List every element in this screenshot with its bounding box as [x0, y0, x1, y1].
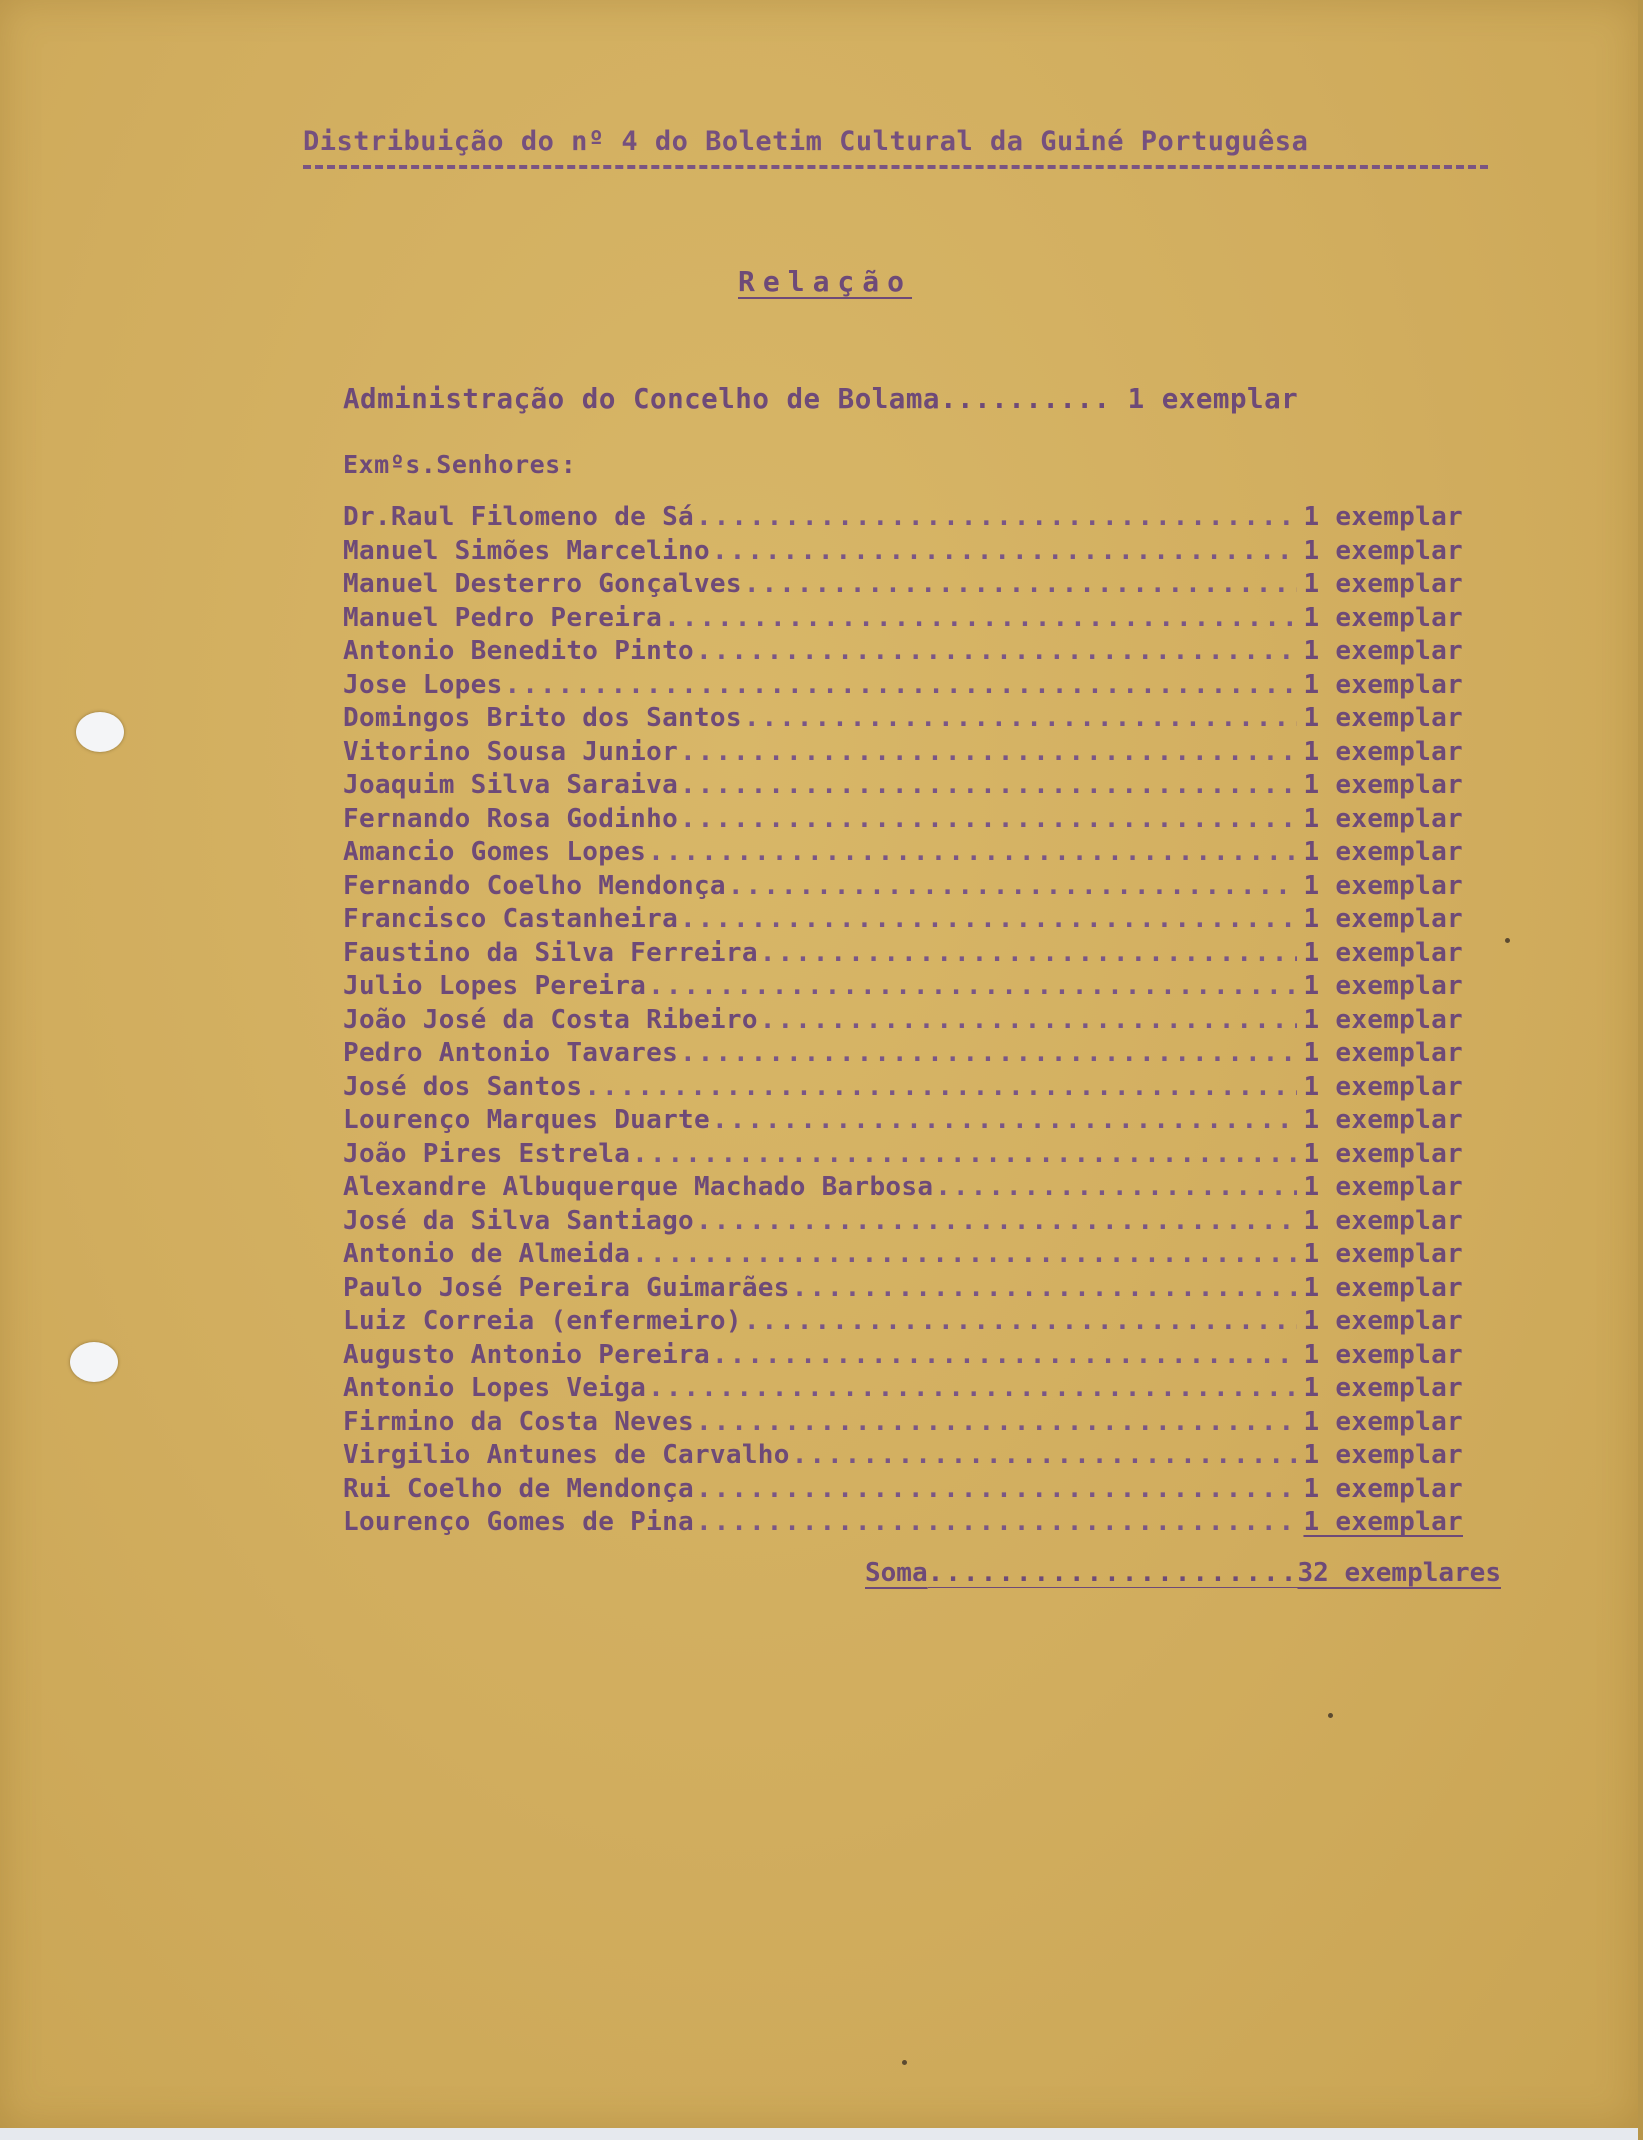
list-item [343, 1072, 1463, 1106]
recipient-name: João José da Costa Ribeiro [343, 1004, 758, 1035]
recipient-quantity: 1 exemplar [1303, 1004, 1463, 1035]
recipient-quantity: 1 exemplar [1303, 1038, 1463, 1068]
punch-hole-top [76, 712, 124, 752]
recipient-name: Manuel Pedro Pereira [343, 602, 663, 633]
recipient-name: Fernando Rosa Godinho [343, 803, 679, 834]
recipient-list [343, 502, 1463, 1541]
leader-dots [584, 1072, 1297, 1102]
recipient-quantity: 1 exemplar [1303, 703, 1463, 733]
recipient-name: João Pires Estrela [343, 1138, 631, 1169]
leader-dots [696, 1507, 1297, 1537]
list-item [343, 837, 1463, 871]
recipient-name: Fernando Coelho Mendonça [343, 870, 726, 901]
recipient-name: Alexandre Albuquerque Machado Barbosa [343, 1172, 934, 1202]
paper-speck [1505, 938, 1510, 943]
recipient-name: Joaquim Silva Saraiva [343, 770, 679, 800]
recipient-name: Antonio de Almeida [343, 1239, 631, 1269]
leader-dots [728, 871, 1298, 901]
recipient-quantity: 1 exemplar [1303, 1440, 1463, 1470]
administration-name: Administração do Concelho de Bolama [343, 383, 940, 415]
leader-dots [935, 1172, 1297, 1202]
recipient-quantity: 1 exemplar [1303, 1138, 1463, 1169]
total-line [865, 1558, 1501, 1588]
list-item [343, 971, 1463, 1005]
leader-dots [680, 1038, 1297, 1068]
recipient-quantity: 1 exemplar [1303, 636, 1463, 666]
leader-dots [505, 670, 1298, 700]
recipient-quantity: 1 exemplar [1303, 937, 1463, 968]
leader-dots [680, 737, 1297, 767]
list-item [343, 1340, 1463, 1374]
recipient-quantity: 1 exemplar [1303, 602, 1463, 633]
leader-dots [696, 1407, 1297, 1437]
list-item [343, 703, 1463, 737]
recipient-quantity: 1 exemplar [1303, 1105, 1463, 1135]
document-title: Distribuição do nº 4 do Boletim Cultural da Guiné Portuguêsa [303, 126, 1309, 157]
punch-hole-bottom [70, 1342, 118, 1382]
list-item [343, 770, 1463, 804]
recipient-name: Lourenço Marques Duarte [343, 1105, 710, 1135]
total-quantity: 32 exemplares [1297, 1558, 1501, 1588]
recipient-name: Julio Lopes Pereira [343, 971, 647, 1001]
section-heading: Relação [738, 265, 913, 298]
recipient-quantity: 1 exemplar [1303, 502, 1463, 532]
recipient-quantity: 1 exemplar [1303, 803, 1463, 834]
salutation: Exmºs.Senhores: [343, 450, 577, 479]
leader-dots [680, 904, 1297, 934]
recipient-quantity: 1 exemplar [1303, 535, 1463, 566]
recipient-name: José dos Santos [343, 1071, 583, 1102]
leader-dots [664, 603, 1297, 633]
administration-quantity: 1 exemplar [1127, 383, 1299, 415]
recipient-name: Firmino da Costa Neves [343, 1406, 694, 1437]
recipient-quantity: 1 exemplar [1303, 1473, 1463, 1504]
leader-dots [744, 703, 1298, 733]
recipient-quantity: 1 exemplar [1303, 1373, 1463, 1403]
leader-dots [680, 804, 1297, 834]
list-item [343, 1407, 1463, 1441]
recipient-name: Manuel Simões Marcelino [343, 535, 710, 566]
leader-dots [648, 971, 1297, 1001]
leader-dots [696, 636, 1297, 666]
recipient-name: Manuel Desterro Gonçalves [343, 569, 742, 599]
list-item [343, 1273, 1463, 1307]
recipient-quantity: 1 exemplar [1303, 1239, 1463, 1269]
leader-dots [760, 1005, 1298, 1035]
leader-dots [792, 1273, 1298, 1303]
total-label: Soma [865, 1558, 928, 1588]
list-item [343, 904, 1463, 938]
leader-dots [744, 1306, 1298, 1336]
recipient-name: Jose Lopes [343, 669, 503, 700]
recipient-quantity: 1 exemplar [1303, 1172, 1463, 1202]
recipient-quantity: 1 exemplar [1303, 1507, 1463, 1537]
leader-dots [744, 569, 1298, 599]
list-item [343, 1306, 1463, 1340]
list-item [343, 871, 1463, 905]
list-item [343, 1206, 1463, 1240]
recipient-name: Vitorino Sousa Junior [343, 736, 679, 767]
list-item [343, 1373, 1463, 1407]
leader-dots [632, 1139, 1297, 1169]
list-item [343, 502, 1463, 536]
recipient-quantity: 1 exemplar [1303, 870, 1463, 901]
recipient-quantity: 1 exemplar [1303, 1406, 1463, 1437]
recipient-name: Lourenço Gomes de Pina [343, 1507, 694, 1537]
recipient-name: Rui Coelho de Mendonça [343, 1473, 694, 1504]
list-item [343, 804, 1463, 838]
recipient-name: Amancio Gomes Lopes [343, 837, 647, 867]
paper-speck [1328, 1713, 1333, 1718]
leader-dots [928, 1558, 1298, 1588]
recipient-quantity: 1 exemplar [1303, 971, 1463, 1001]
recipient-quantity: 1 exemplar [1303, 837, 1463, 867]
recipient-name: Augusto Antonio Pereira [343, 1339, 710, 1370]
list-item [343, 1239, 1463, 1273]
recipient-quantity: 1 exemplar [1303, 904, 1463, 934]
leader-dots [696, 1206, 1297, 1236]
paper-speck [902, 2060, 907, 2065]
paper-edge [1638, 0, 1643, 2140]
recipient-quantity: 1 exemplar [1303, 669, 1463, 700]
recipient-name: Dr.Raul Filomeno de Sá [343, 502, 694, 532]
list-item [343, 737, 1463, 771]
list-item [343, 1038, 1463, 1072]
list-item [343, 1474, 1463, 1508]
recipient-name: Luiz Correia (enfermeiro) [343, 1306, 742, 1336]
list-item [343, 636, 1463, 670]
recipient-name: Antonio Benedito Pinto [343, 636, 694, 666]
list-item [343, 1139, 1463, 1173]
leader-dots [696, 1474, 1297, 1504]
leader-dots [648, 1373, 1297, 1403]
recipient-quantity: 1 exemplar [1303, 1272, 1463, 1303]
title-rule [303, 165, 1488, 169]
leader-dots [792, 1440, 1298, 1470]
recipient-name: Antonio Lopes Veiga [343, 1373, 647, 1403]
list-item [343, 670, 1463, 704]
recipient-name: Domingos Brito dos Santos [343, 703, 742, 733]
list-item [343, 536, 1463, 570]
recipient-quantity: 1 exemplar [1303, 1071, 1463, 1102]
leader-dots [712, 1105, 1298, 1135]
leader-dots [680, 770, 1297, 800]
leader-dots [648, 837, 1297, 867]
recipient-quantity: 1 exemplar [1303, 736, 1463, 767]
recipient-name: Virgilio Antunes de Carvalho [343, 1440, 790, 1470]
leader-dots [712, 1340, 1298, 1370]
list-item [343, 938, 1463, 972]
administration-line [343, 383, 1298, 415]
leader-dots [760, 938, 1298, 968]
recipient-name: José da Silva Santiago [343, 1205, 694, 1236]
leader-dots [696, 502, 1297, 532]
list-item [343, 1440, 1463, 1474]
list-item [343, 1005, 1463, 1039]
list-item [343, 603, 1463, 637]
list-item [343, 569, 1463, 603]
list-item [343, 1105, 1463, 1139]
recipient-quantity: 1 exemplar [1303, 569, 1463, 599]
recipient-name: Francisco Castanheira [343, 904, 679, 934]
leader-dots [712, 536, 1298, 566]
leader-dots: .......... [939, 383, 1111, 415]
recipient-name: Paulo José Pereira Guimarães [343, 1272, 790, 1303]
recipient-quantity: 1 exemplar [1303, 770, 1463, 800]
leader-dots [632, 1239, 1297, 1269]
recipient-name: Faustino da Silva Ferreira [343, 937, 758, 968]
recipient-quantity: 1 exemplar [1303, 1205, 1463, 1236]
list-item [343, 1507, 1463, 1541]
recipient-name: Pedro Antonio Tavares [343, 1038, 679, 1068]
recipient-quantity: 1 exemplar [1303, 1339, 1463, 1370]
list-item [343, 1172, 1463, 1206]
recipient-quantity: 1 exemplar [1303, 1306, 1463, 1336]
